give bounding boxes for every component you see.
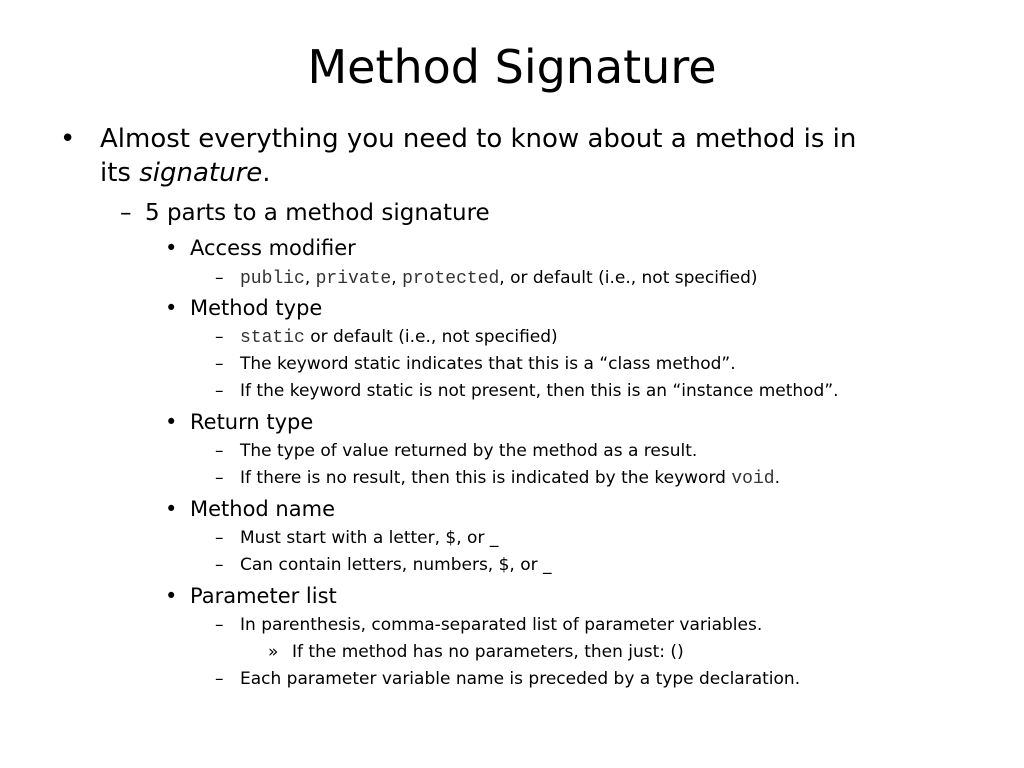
bullet-dot-icon: • xyxy=(165,296,178,320)
bullet-dot-icon: • xyxy=(165,236,178,260)
return-type-value: The type of value returned by the method as a result. xyxy=(240,441,698,461)
text-fragment: . xyxy=(774,468,780,488)
text-fragment: , xyxy=(391,268,403,288)
parameter-list-label: Parameter list xyxy=(190,584,337,608)
dash-icon: – xyxy=(120,200,132,226)
keyword-protected: protected xyxy=(402,269,500,289)
dash-icon: – xyxy=(215,555,224,575)
slide-title: Method Signature xyxy=(307,40,717,94)
dash-icon: – xyxy=(215,468,224,488)
bullet-dot-icon: • xyxy=(165,584,178,608)
bullet-dot-icon: • xyxy=(165,497,178,521)
keyword-void: void xyxy=(731,469,775,489)
text-fragment: its xyxy=(100,158,140,188)
method-name-contain-rule: Can contain letters, numbers, $, or _ xyxy=(240,555,552,575)
text-fragment: , xyxy=(304,268,316,288)
dash-icon: – xyxy=(215,615,224,635)
return-type-label: Return type xyxy=(190,410,314,434)
parameter-list-empty: If the method has no parameters, then just: () xyxy=(292,642,684,662)
dash-icon: – xyxy=(215,669,224,689)
method-type-static xyxy=(240,327,558,348)
dash-icon: – xyxy=(215,327,224,347)
bullet-text-line2 xyxy=(100,158,271,188)
keyword-private: private xyxy=(315,269,392,289)
text-fragment: If there is no result, then this is indicated by the keyword xyxy=(240,468,732,488)
bullet-dot-icon: • xyxy=(165,410,178,434)
dash-icon: – xyxy=(215,268,224,288)
keyword-static: static xyxy=(240,328,305,348)
text-fragment: , or default (i.e., not specified) xyxy=(499,268,758,288)
access-modifier-values xyxy=(240,268,758,289)
method-type-instance-method: If the keyword static is not present, then this is an “instance method”. xyxy=(240,381,839,401)
method-name-label: Method name xyxy=(190,497,335,521)
return-type-void xyxy=(240,468,780,489)
bullet-text-line1: Almost everything you need to know about a method is in xyxy=(100,124,857,154)
dash-icon: – xyxy=(215,381,224,401)
emphasis-signature: signature xyxy=(139,158,263,188)
keyword-public: public xyxy=(240,269,305,289)
method-type-label: Method type xyxy=(190,296,323,320)
access-modifier-label: Access modifier xyxy=(190,236,356,260)
dash-icon: – xyxy=(215,354,224,374)
bullet-dot-icon: • xyxy=(60,124,76,154)
method-name-start-rule: Must start with a letter, $, or _ xyxy=(240,528,499,548)
parameter-list-parenthesis: In parenthesis, comma-separated list of parameter variables. xyxy=(240,615,763,635)
parts-heading: 5 parts to a method signature xyxy=(145,200,490,226)
text-fragment: or default (i.e., not specified) xyxy=(304,327,558,347)
dash-icon: – xyxy=(215,441,224,461)
parameter-list-type-declaration: Each parameter variable name is preceded by a type declaration. xyxy=(240,669,801,689)
method-type-class-method: The keyword static indicates that this is a “class method”. xyxy=(240,354,736,374)
double-chevron-icon: » xyxy=(268,642,279,662)
text-fragment: . xyxy=(262,158,271,188)
dash-icon: – xyxy=(215,528,224,548)
